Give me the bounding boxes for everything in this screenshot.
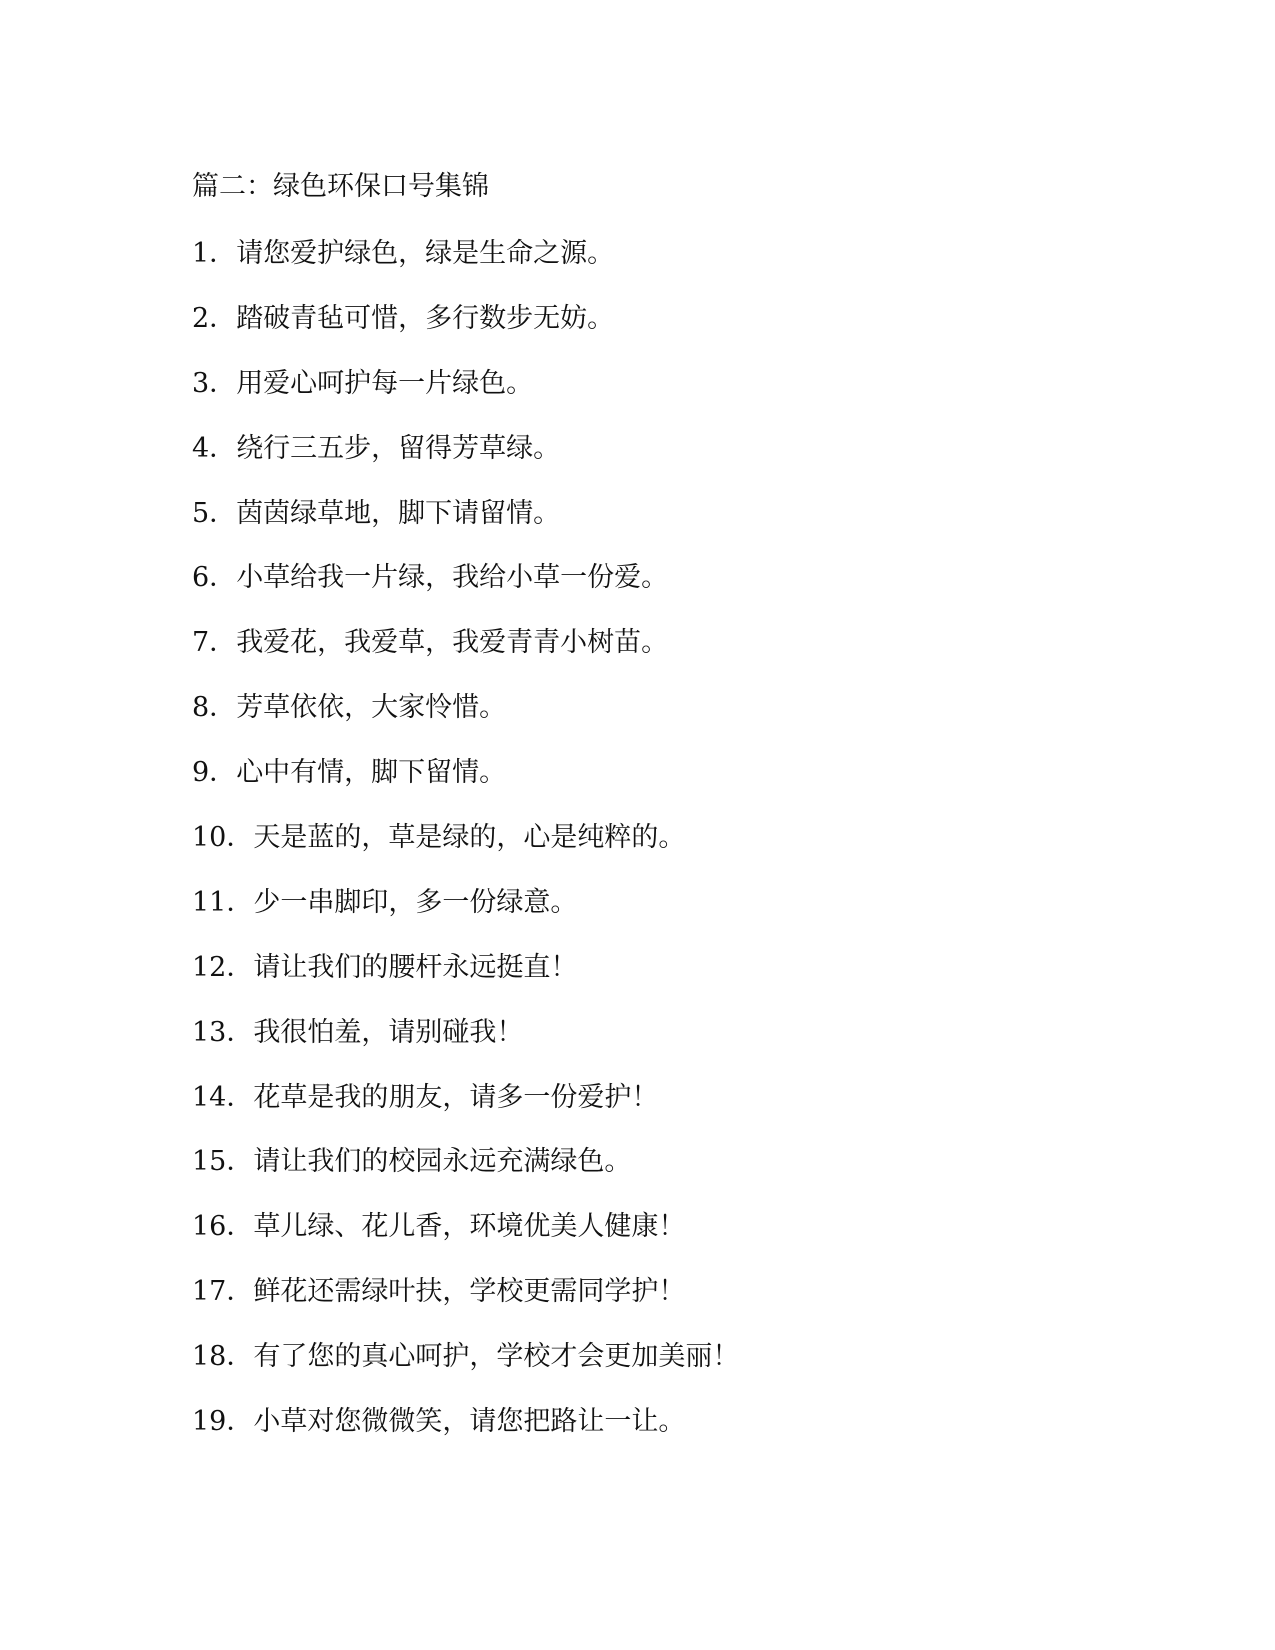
- list-item: [192, 625, 739, 690]
- list-item: [192, 820, 739, 885]
- item-number: 17．: [192, 1276, 254, 1308]
- item-text: 有了您的真心呵护，学校才会更加美丽！: [253, 1341, 740, 1373]
- item-number: 13．: [192, 1016, 254, 1048]
- item-text: 用爱心呵护每一片绿色。: [236, 367, 534, 399]
- item-text: 踏破青毡可惜，多行数步无妨。: [236, 302, 615, 334]
- item-number: 6．: [192, 562, 237, 594]
- list-item: [192, 1015, 739, 1080]
- item-number: 8．: [192, 692, 237, 724]
- list-item: [192, 690, 739, 755]
- item-number: 16．: [192, 1211, 254, 1243]
- item-number: 12．: [192, 951, 254, 983]
- item-text: 小草对您微微笑，请您把路让一让。: [253, 1406, 686, 1438]
- item-number: 19．: [192, 1406, 254, 1438]
- item-number: 3．: [192, 367, 237, 399]
- item-text: 我爱花，我爱草，我爱青青小树苗。: [236, 627, 669, 659]
- item-number: 11．: [192, 886, 254, 918]
- item-text: 鲜花还需绿叶扶，学校更需同学护！: [253, 1276, 686, 1308]
- item-number: 14．: [192, 1081, 254, 1113]
- item-text: 花草是我的朋友，请多一份爱护！: [253, 1081, 659, 1113]
- list-item: [192, 1274, 739, 1339]
- item-number: 2．: [192, 302, 237, 334]
- list-item: [192, 885, 739, 950]
- list-item: [192, 950, 739, 1015]
- item-text: 请您爱护绿色，绿是生命之源。: [236, 238, 615, 269]
- item-number: 18．: [192, 1341, 254, 1373]
- item-text: 草儿绿、花儿香，环境优美人健康！: [253, 1211, 686, 1243]
- item-text: 茵茵绿草地，脚下请留情。: [236, 497, 561, 529]
- list-item: [192, 1209, 739, 1274]
- list-item: [192, 366, 739, 431]
- item-text: 芳草依依，大家怜惜。: [236, 692, 507, 724]
- item-number: 4．: [192, 432, 237, 464]
- section-heading: 篇二：绿色环保口号集锦: [192, 171, 489, 202]
- list-item: [192, 755, 739, 820]
- list-item: [192, 1339, 739, 1404]
- item-number: 9．: [192, 757, 237, 789]
- item-number: 15．: [192, 1146, 254, 1178]
- list-item: [192, 496, 739, 561]
- item-number: 1．: [192, 238, 237, 269]
- item-text: 小草给我一片绿，我给小草一份爱。: [236, 562, 669, 594]
- item-text: 天是蓝的，草是绿的，心是纯粹的。: [253, 822, 686, 854]
- list-item: [192, 431, 739, 496]
- item-number: 7．: [192, 627, 237, 659]
- list-item: [192, 1144, 739, 1209]
- item-number: 10．: [192, 822, 254, 854]
- item-text: 心中有情，脚下留情。: [236, 757, 507, 789]
- item-text: 请让我们的校园永远充满绿色。: [253, 1146, 632, 1178]
- list-item: [192, 560, 739, 625]
- slogan-list: [192, 236, 739, 1469]
- list-item: [192, 301, 739, 366]
- list-item: [192, 1080, 739, 1145]
- list-item: [192, 1404, 739, 1469]
- item-text: 我很怕羞，请别碰我！: [253, 1016, 524, 1048]
- item-text: 少一串脚印，多一份绿意。: [253, 886, 578, 918]
- item-text: 绕行三五步，留得芳草绿。: [236, 432, 561, 464]
- item-text: 请让我们的腰杆永远挺直！: [253, 951, 578, 983]
- item-number: 5．: [192, 497, 237, 529]
- list-item: [192, 236, 739, 301]
